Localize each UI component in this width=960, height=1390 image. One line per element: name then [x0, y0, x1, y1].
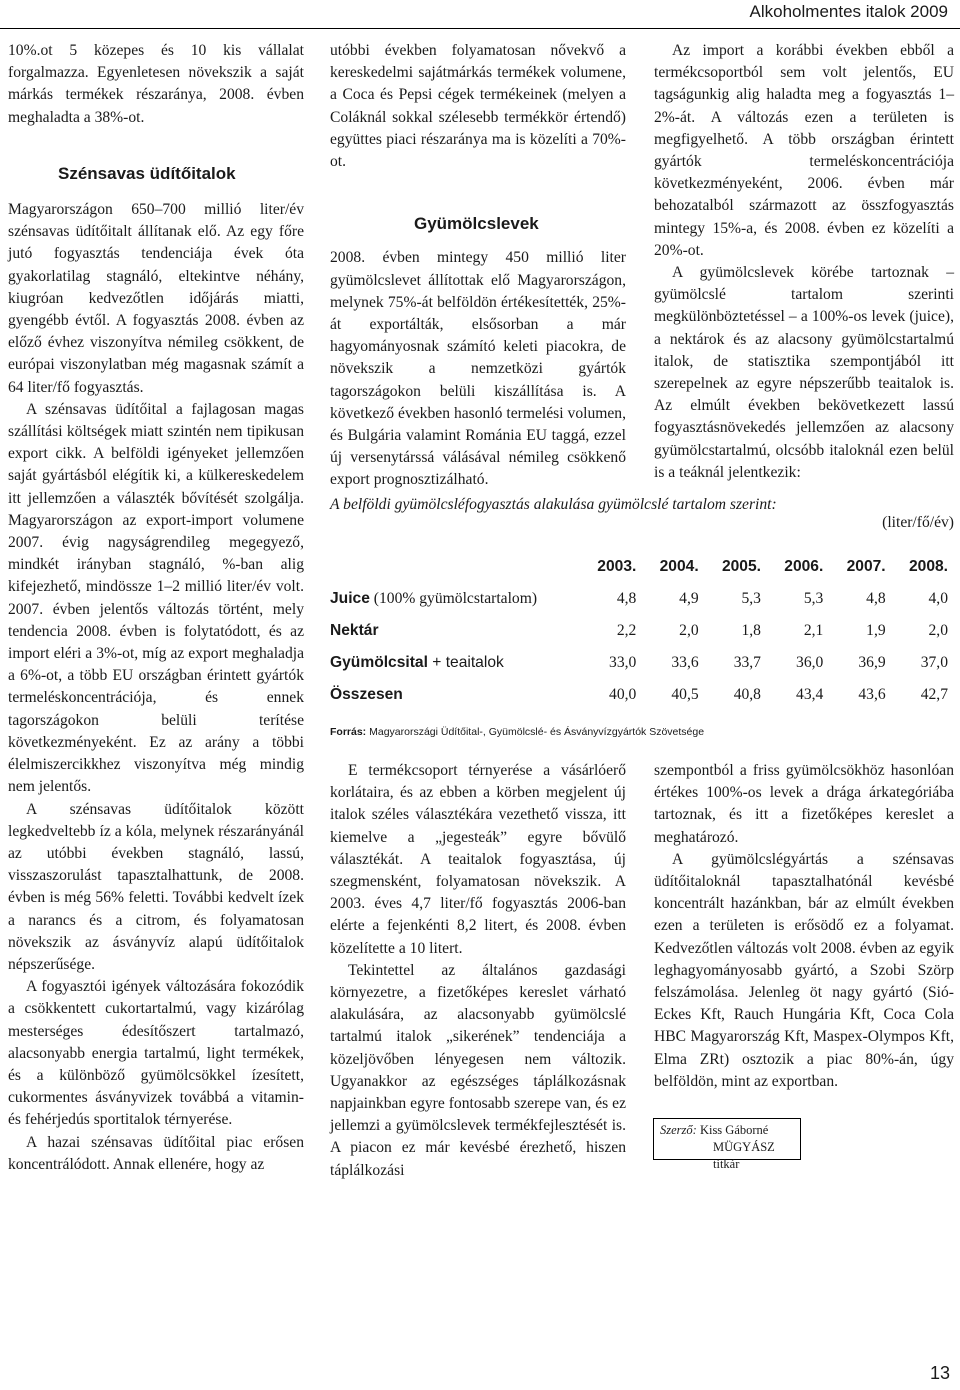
year-header: 2005.	[721, 558, 761, 575]
cell: 4,8	[866, 590, 886, 607]
cell: 43,4	[796, 686, 824, 703]
juice-consumption-table	[330, 551, 954, 711]
cell: 43,6	[858, 686, 886, 703]
paragraph: A szénsavas üdítőitalok között legkedveltebb íz a kóla, melynek részarányánál az utóbbi években stagnáló, lassú, visszaszorulást tapasztalhattunk, de 2008. évben is még 56% feletti. További kedvelt ízek a narancs és a citrom, és folyamatosan növekszik az ásványvíz alapú üdítőitalok népszerűsége.	[8, 800, 304, 973]
table-row	[330, 647, 954, 679]
cell: 5,3	[803, 590, 824, 607]
cell: 4,8	[616, 590, 637, 607]
cell: 2,0	[928, 622, 948, 639]
running-header: Alkoholmentes italok 2009	[749, 2, 948, 21]
cell: 2,1	[803, 622, 824, 639]
paragraph: 2008. évben mintegy 450 millió liter gyümölcslevet állítottak elő Magyarországon, melynek 75%-át belföldön értékesítették, 25%-át exportálták, elsősorban a már hagyományosnak számító keleti piacokra, de növekszik a nemzetközi gyártók tagországokon belüli kiszállítása is. A következő években hasonló termelési volumen, és Bulgária valamint Románia EU taggá, ezzel új versenytárssá válásával némileg csökkenő export prognosztizálható.	[330, 249, 626, 489]
row-label: Gyümölcsital + teaitalok	[330, 654, 504, 671]
cell: 1,9	[866, 622, 886, 639]
column-4	[330, 760, 626, 1182]
paragraph: Az import a korábbi években ebből a termékcsoportból sem volt jelentős, EU tagságunkig alig haladta meg a fogyasztás 1–2%-át. A változás ezen a területen is megfigyelhető. A több országban érintett gyártók termeléskoncentrációja következményeként, 2006. évben már behozatalból származott az összfogyasztás mintegy 15%-a, és 2008. évben ez közelíti a 20%-ot.	[654, 42, 954, 259]
cell: 33,7	[733, 654, 761, 671]
cell: 40,5	[671, 686, 699, 703]
paragraph: 10%.ot 5 közepes és 10 kis vállalat forgalmazza. Egyenletesen növekszik a saját márkás termékek részaránya, 2008. évben meghaladta a 38%-ot.	[8, 42, 304, 126]
author-box	[653, 1118, 801, 1171]
cell: 42,7	[920, 686, 948, 703]
page-number: 13	[929, 1363, 950, 1383]
header-rule	[0, 28, 960, 29]
paragraph: A hazai szénsavas üdítőital piac erősen koncentrálódott. Annak ellenére, hogy az	[8, 1133, 304, 1173]
cell: 37,0	[920, 654, 948, 671]
paragraph: E termékcsoport térnyerése a vásárlóerő korlátaira, és az ebben a körben megjelent új italok széles választékára vezethető vissza, itt kiemelve a „jegesteák” egyre bővülő választékát. A teaitalok fogyasztása, új szegmensként, folyamatosan növekszik. A 2003. éves 4,7 liter/fő fogyasztás 2006-ban elérte a fejenkénti 8,2 litert, és 2008. évben közelítette a 10 litert.	[330, 762, 626, 957]
year-header: 2008.	[908, 558, 948, 575]
year-header: 2006.	[784, 558, 824, 575]
cell: 2,2	[616, 622, 637, 639]
year-header: 2003.	[597, 558, 637, 575]
row-label: Összesen	[330, 686, 403, 703]
cell: 4,0	[928, 590, 948, 607]
table-header-row	[330, 551, 954, 583]
paragraph: szempontból a friss gyümölcsökhöz hasonlóan értékes 100%-os levek a drága árkategóriába tartoznak, és itt a fizetőképes kereslet a meghatározó.	[654, 762, 954, 846]
cell: 4,9	[679, 590, 699, 607]
section-heading-juices: Gyümölcslevek	[414, 214, 539, 234]
cell: 40,0	[609, 686, 637, 703]
table-unit: (liter/fő/év)	[882, 514, 954, 531]
author-label: Szerző:	[660, 1123, 697, 1137]
cell: 33,0	[609, 654, 637, 671]
column-1	[8, 40, 304, 1176]
table-row	[330, 615, 954, 647]
paragraph: utóbbi években folyamatosan nővekvő a kereskedelmi sajátmárkás termékek volumene, a Coca és Pepsi cégek termékeinek (melyen a Coláknál sokkal szélesebb termékkör értendő) együttes piaci részaránya ma is közelíti a 70%-ot.	[330, 42, 626, 171]
cell: 36,9	[858, 654, 886, 671]
paragraph: A fogyasztói igények változására fokozódik a csökkentett cukortartalmú, vagy kizárólag mesterséges édesítőszert tartalmazó, alacsonyabb energia tartalmú, light termékek, és a különböző gyümölcsökkel ízesített, cukormentes ásványvizek továbbá a vitamin- és fehérjedús sportitalok térnyerése.	[8, 978, 304, 1129]
cell: 33,6	[671, 654, 699, 671]
paragraph: A gyümölcslégyártás a szénsavas üdítőitaloknál tapasztalhatónál kevésbé koncentrált hazánkban, bár az elmúlt években ezen a területen is erősödő ez a folyamat. Kedvezőtlen változás volt 2008. évben az egyik leghagyományosabb gyártó, a Szobi Szörp felszámolása. Jelenleg öt nagy gyártó (Sió-Eckes Kft, Rauch Hungária Kft, Coca Cola HBC Magyarország Kft, Maspex-Olympos Kft, Elma ZRt) osztozik a piac 80%-án, úgy belföldön, mint az exportban.	[654, 850, 954, 1090]
table-row	[330, 679, 954, 711]
cell: 1,8	[741, 622, 761, 639]
table-row	[330, 583, 954, 615]
section-heading-carbonated: Szénsavas üdítőitalok	[58, 163, 236, 183]
cell: 2,0	[679, 622, 699, 639]
table-source: Forrás: Magyarországi Üdítőital-, Gyümölcslé- és Ásványvízgyártók Szövetsége	[330, 726, 705, 738]
year-header: 2004.	[659, 558, 699, 575]
author-name: Kiss Gáborné	[699, 1123, 769, 1137]
row-label: Nektár	[330, 622, 379, 639]
paragraph: Magyarországon 650–700 millió liter/év szénsavas üdítőitalt állítanak elő. Az egy főre jutó fogyasztás tendenciája évek óta gyakorlatilag stagnáló, eltekintve néhány, kiugróan kedvezőtlen időjárás miatti, gyengébb évtől. A fogyasztás 2008. évben az előző évhez viszonyítva némileg csökkent, de európai viszonylatban még magasnak számít a 64 liter/fő fogyasztás.	[8, 201, 304, 396]
paragraph: A gyümölcslevek körébe tartoznak – gyümölcslé tartalom szerinti megkülönböztetéssel – a 100%-os levek (juice), a nektárok és az alacsony gyümölcstartalmú italok, de statisztika szempontjából itt szerepelnek az egyre népszerűbb teaitalok is. Az elmúlt években bekövetkezett lassú fogyasztásnövekedés jellemzően az alacsony gyümölcstartalmú, olcsóbb italoknál ezen belül is a teáknál jelentkezik:	[654, 264, 954, 481]
cell: 40,8	[733, 686, 761, 703]
column-5	[654, 760, 954, 1093]
cell: 36,0	[796, 654, 824, 671]
paragraph: A szénsavas üdítőital a fajlagosan magas szállítási költségek miatt szintén nem tipikusan export cikk. A belföldi igényeket jellemzően saját gyártásból elégítik ki, a külkereskedelem itt jellemzően a választék bővítését szolgálja. Magyarországon az export-import volumene 2007. évig nagyságrendileg megegyező, mindkét irányban stagnáló, %-ban alig kifejezhető, mindössze 1–2 millió liter/év volt. 2007. évben jelentős változás történt, mely tendencia 2008. évben is folytatódott, és az import eléri a 3%-ot, míg az export meghaladja a 6%-ot, a több EU országban érintett gyártók termeléskoncentrációja, és ennek tagországokon belüli terítése következményeként. Ez az arány a többi élelmiszercikkhez viszonyítva még mindig nem jelentős.	[8, 400, 304, 796]
column-3	[654, 40, 954, 484]
column-2	[330, 40, 626, 492]
year-header: 2007.	[846, 558, 886, 575]
table-title: A belföldi gyümölcsléfogyasztás alakulása gyümölcslé tartalom szerint:	[330, 496, 777, 513]
row-label: Juice (100% gyümölcstartalom)	[330, 590, 538, 607]
author-role: MÜGYÁSZ titkár	[713, 1140, 775, 1171]
cell: 5,3	[741, 590, 761, 607]
paragraph: Tekintettel az általános gazdasági környezetre, a fizetőképes kereslet várható alakulására, az alacsonyabb gyümölcslé tartalmú italok „sikerének” tendenciája a közeljövőben lényegesen nem változik. Ugyanakkor az egészséges táplálkozásnak napjainkban egyre fontosabb szerepe van, és ez jellemzi a gyümölcslevek termékfejlesztését is. A piacon ez már kevésbé érezhető, hiszen táplálkozási	[330, 961, 626, 1179]
